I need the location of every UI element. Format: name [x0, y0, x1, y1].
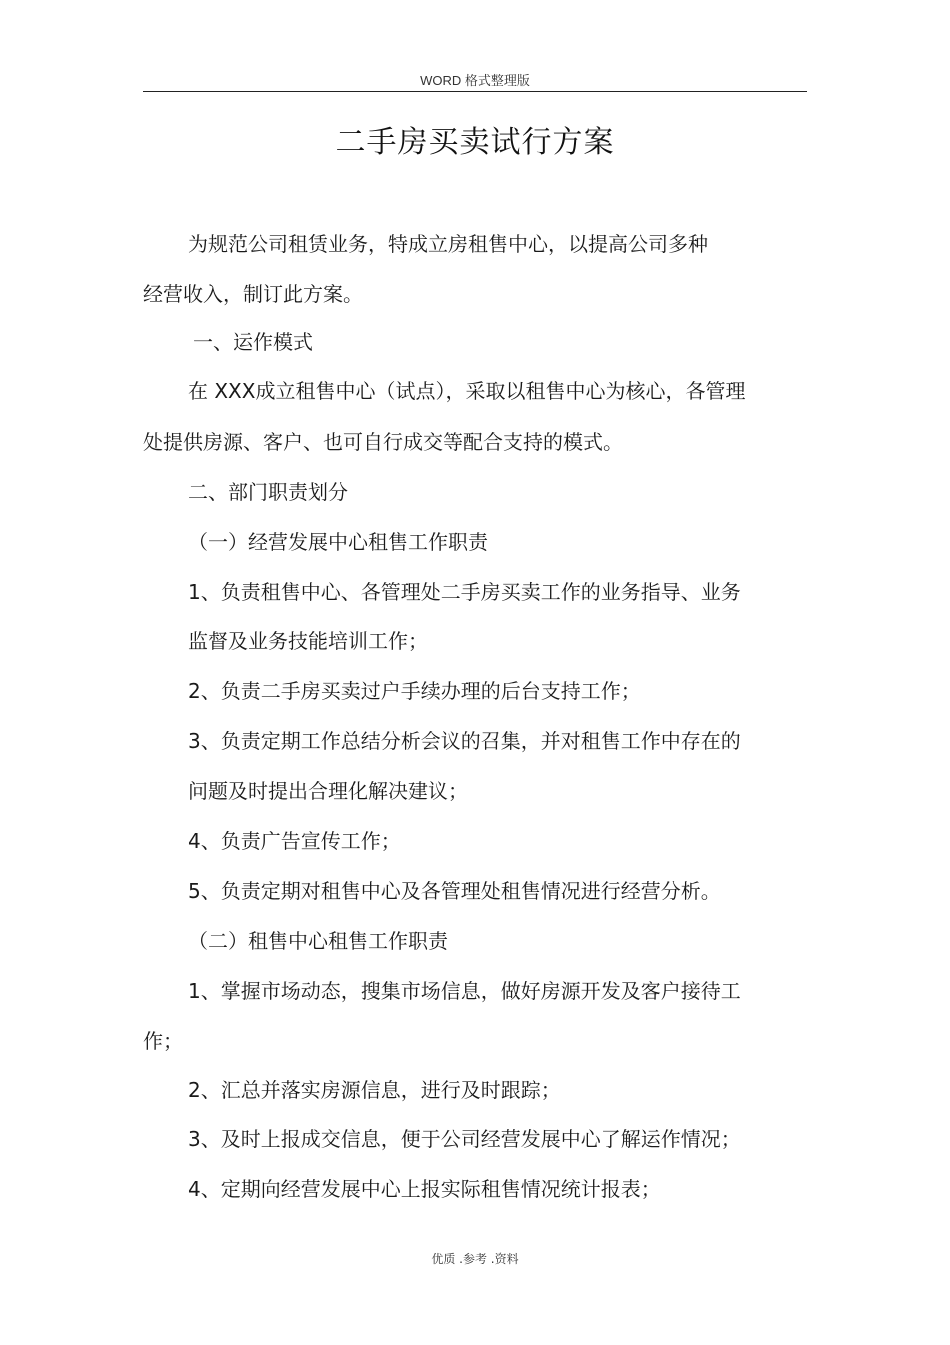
page-header: WORD 格式整理版 [420, 73, 530, 88]
list-item: 4、定期向经营发展中心上报实际租售情况统计报表； [188, 1177, 661, 1201]
section-heading: 一、运作模式 [193, 330, 313, 354]
paragraph-line: 处提供房源、客户、也可自行成交等配合支持的模式。 [143, 430, 623, 454]
page-footer: 优质 .参考 .资料 [431, 1252, 519, 1266]
paragraph-line: 为规范公司租赁业务，特成立房租售中心，以提高公司多种 [188, 232, 708, 256]
paragraph-line: 在 XXX成立租售中心（试点），采取以租售中心为核心，各管理 [188, 379, 746, 403]
list-item: 1、掌握市场动态，搜集市场信息，做好房源开发及客户接待工 [188, 979, 741, 1003]
document-title: 二手房买卖试行方案 [335, 125, 615, 160]
list-item: 3、负责定期工作总结分析会议的召集，并对租售工作中存在的 [188, 729, 741, 753]
list-item-continuation: 监督及业务技能培训工作； [188, 629, 428, 653]
header-divider [143, 91, 807, 92]
list-item: 5、负责定期对租售中心及各管理处租售情况进行经营分析。 [188, 879, 721, 903]
list-item: 3、及时上报成交信息，便于公司经营发展中心了解运作情况； [188, 1127, 741, 1151]
list-item: 2、负责二手房买卖过户手续办理的后台支持工作； [188, 679, 641, 703]
list-item: 1、负责租售中心、各管理处二手房买卖工作的业务指导、业务 [188, 580, 741, 604]
list-item: 4、负责广告宣传工作； [188, 829, 401, 853]
list-item-continuation: 问题及时提出合理化解决建议； [188, 779, 468, 803]
section-heading: 二、部门职责划分 [188, 480, 348, 504]
paragraph-line: 经营收入，制订此方案。 [143, 282, 363, 306]
subsection-heading: （二）租售中心租售工作职责 [188, 929, 448, 953]
subsection-heading: （一）经营发展中心租售工作职责 [188, 530, 488, 554]
list-item-continuation: 作； [143, 1029, 183, 1053]
list-item: 2、汇总并落实房源信息，进行及时跟踪； [188, 1078, 561, 1102]
